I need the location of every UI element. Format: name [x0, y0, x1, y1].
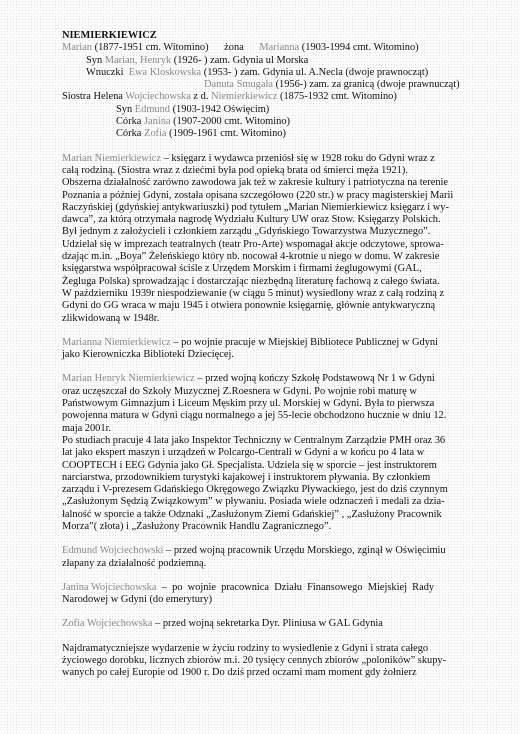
- family-text: (1909-1961 cmt. Witomino): [166, 128, 286, 140]
- bio-line: – po wojnie pracownica Działu Finansowego Miejskiej Rady: [156, 581, 435, 593]
- bio-line: maja 2001r.: [62, 422, 112, 434]
- bio-name: Zofia Wojciechowska: [62, 618, 153, 630]
- person-name: Marian: [62, 42, 93, 54]
- document-title: NIEMIERKIEWICZ: [62, 30, 157, 41]
- family-text: (1903-1994 cmt. Witomino): [299, 42, 419, 54]
- bio-line: – przed wojną sekretarka Dyr. Pliniusa w GAL Gdynia: [152, 618, 383, 630]
- bio-marianna: [62, 337, 498, 362]
- bio-line: Żegluga Polska) sprowadzając i dostarczając niezbędną literaturę fachową z całego świata.: [62, 275, 440, 287]
- bio-name: Edmund Wojciechowski: [62, 545, 164, 557]
- bio-line: księgarstwa współpracował ściśle z Urzędem Morskim i firmami żeglugowymi (GAL,: [62, 263, 422, 275]
- bio-edmund: [62, 545, 498, 570]
- bio-line: Raczyńskiej (gdyńskiej antykwariuszki) pod tytułem „Marian Niemierkiewicz księgarz i wy-: [62, 201, 449, 213]
- bio-henryk: [62, 373, 498, 533]
- bio-line: – księgarz i wydawca przeniósł się w 1928 roku do Gdyni wraz z: [160, 152, 435, 164]
- bio-line: – po wojnie pracuje w Miejskiej Bibliotece Publicznej w Gdyni: [170, 336, 438, 348]
- closing-line: Najdramatyczniejsze wydarzenie w życiu rodziny to wysiedlenie z Gdyni i strata całego: [62, 642, 429, 654]
- person-name: Wojciechowska: [125, 91, 191, 103]
- person-name: Marian, Henryk: [104, 54, 172, 66]
- bio-line: Państwowym Gimnazjum i Liceum Męskim przy ul. Morskiej w Gdyni. Była to pierwsza: [62, 398, 435, 410]
- bio-line: narciarstwa, przodownikiem turystyki kajakowej i instruktorem pływania. By członkiem: [62, 471, 431, 483]
- bio-name: Marian Niemierkiewicz: [62, 152, 161, 164]
- person-name: Edmund: [134, 103, 170, 115]
- family-lead: Syn: [116, 103, 135, 115]
- bio-line: Po studiach pracuje 4 lata jako Inspektor Techniczny w Centralnym Zarządzie PMH oraz 36: [62, 434, 446, 446]
- family-lead: Córka: [116, 128, 144, 140]
- family-line-son: [62, 55, 498, 67]
- family-text: (1877-1951 cm. Witomino) żona: [92, 42, 260, 54]
- family-line-marian: [62, 42, 498, 54]
- family-text: (1907-2000 cmt. Witomino): [170, 116, 290, 128]
- closing-paragraph: [62, 643, 498, 680]
- family-lead: Wnuczki: [86, 66, 129, 78]
- bio-line: Był jednym z założycieli i członkiem zarządu „Gdyńskiego Towarzystwa Muzycznego”.: [62, 226, 431, 238]
- bio-line: łalność w sporcie a także Odznaki „Zasłużonym Ziemi Gdańskiej” , „Zasłużony Pracownik: [62, 508, 442, 520]
- bio-line: – przed wojną pracownik Urzędu Morskiego, zginął w Oświęcimiu: [163, 545, 446, 557]
- family-line-granddaughter-danuta: [62, 79, 498, 91]
- bio-line: Udzielał się w imprezach teatralnych (teatr Pro-Arte) wspomagał akcje odczytowe, sprowa-: [62, 238, 444, 250]
- family-text: (1926- ) zam. Gdynia ul Morska: [171, 54, 309, 66]
- bio-line: oraz uczęszczał do Szkoły Muzycznej Z.Roesnera w Gdyni. Po wojnie robi maturę w: [62, 385, 417, 397]
- bio-line: całą rodziną. (Siostra wraz z dziećmi była pod opieką brata od śmierci męża 1921).: [62, 164, 408, 176]
- bio-line: dzając m.in. „Boya” Żeleńskiego który nb. nocował 4-krotnie u niego w domu. W zakresie: [62, 251, 440, 263]
- bio-line: Obszerna działalność zarówno zawodowa jak też w zakresie kultury i patriotyczna na terenie: [62, 177, 449, 189]
- person-name: Marianna: [259, 42, 300, 54]
- bio-line: W październiku 1939r niespodziewanie (w ciągu 5 minut) wysiedlony wraz z całą rodziną z: [62, 287, 445, 299]
- bio-line: Morza”( złota) i „Zasłużony Pracownik Handlu Zagranicznego”.: [62, 520, 332, 532]
- family-text: z d.: [190, 91, 212, 103]
- family-text: (1956-) zam. za granicą (dwoje prawnucząt): [272, 79, 460, 91]
- family-text: (1875-1932 cmt. Witomino): [277, 91, 397, 103]
- family-line-granddaughter-ewa: [62, 67, 498, 79]
- bio-line: jako Kierowniczka Biblioteki Dziecięcej.: [62, 349, 234, 361]
- closing-line: wanych po całej Europie od 1900 r. Do dziś przed oczami mam moment gdy żołnierz: [62, 667, 417, 679]
- family-line-janina: [62, 116, 498, 128]
- closing-line: życiowego dorobku, licznych zbiorów m.i. 20 tysięcy cennych zbiorów „poloników” skupy-: [62, 655, 447, 667]
- bio-line: zarządu i V-prezesem Gdańskiego Okręgowego Związku Pływackiego, jest do dziś czynnym: [62, 484, 448, 496]
- bio-line: Poznania a później Gdyni, została opisana szczegółowo (220 str.) w pracy magisterskiej Marii: [62, 189, 454, 201]
- family-lead: Siostra Helena: [62, 91, 126, 103]
- bio-line: „Zasłużonym Sędzią Związkowym” w pływaniu. Posiada wiele odznaczeń i medali za dzia-: [62, 496, 445, 508]
- bio-line: COOPTECH i EEG Gdynia jako Gł. Specjalista. Udziela się w sporcie – jest instruktorem: [62, 459, 437, 471]
- bio-line: złapany za działalność podziemną.: [62, 557, 207, 569]
- document-body: [62, 30, 498, 680]
- bio-line: powojenna matura w Gdyni ciągu normalnego a jej 55-lecie obchodzono hucznie w dniu 12.: [62, 410, 447, 422]
- bio-name: Janina Wojciechowska: [62, 581, 157, 593]
- family-text: (1903-1942 Oświęcim): [170, 103, 270, 115]
- family-lead: Córka: [116, 116, 144, 128]
- bio-name: Marianna Niemierkiewicz: [62, 336, 171, 348]
- bio-line: dawca”, za którą otrzymała nagrodę Wydziału Kultury UW oraz Stow. Księgarzy Polskich.: [62, 214, 441, 226]
- bio-janina: [62, 582, 498, 607]
- family-line-edmund: [62, 104, 498, 116]
- family-text: (1953- ) zam. Gdynia ul. A.Necla (dwoje prawnocząt): [201, 66, 429, 78]
- person-name: Niemierkiewicz: [211, 91, 278, 103]
- person-name: Danuta Smugała: [204, 79, 273, 91]
- family-line-zofia: [62, 128, 498, 140]
- bio-name: Marian Henryk Niemierkiewicz: [62, 373, 195, 385]
- bio-line: Gdyni do GG wraca w maju 1945 i otwiera ponownie księgarnię, głównie antykwaryczną: [62, 300, 436, 312]
- bio-line: – przed wojną kończy Szkołę Podstawową Nr 1 w Gdyni: [194, 373, 435, 385]
- person-name: Zofia: [144, 128, 167, 140]
- person-name: Ewa Kloskowska: [128, 66, 202, 78]
- family-line-sister: [62, 91, 498, 103]
- bio-line: Narodowej w Gdyni (do emerytury): [62, 594, 213, 606]
- bio-line: lat jako ekspert maszyn i urządzeń w Polcargo-Centrali w Gdyni a w końcu po 4 lata w: [62, 447, 425, 459]
- bio-zofia: [62, 618, 498, 630]
- bio-line: zlikwidowaną w 1948r.: [62, 312, 160, 324]
- person-name: Janina: [144, 116, 171, 128]
- bio-marian: [62, 153, 498, 325]
- family-lead: Syn: [86, 54, 105, 66]
